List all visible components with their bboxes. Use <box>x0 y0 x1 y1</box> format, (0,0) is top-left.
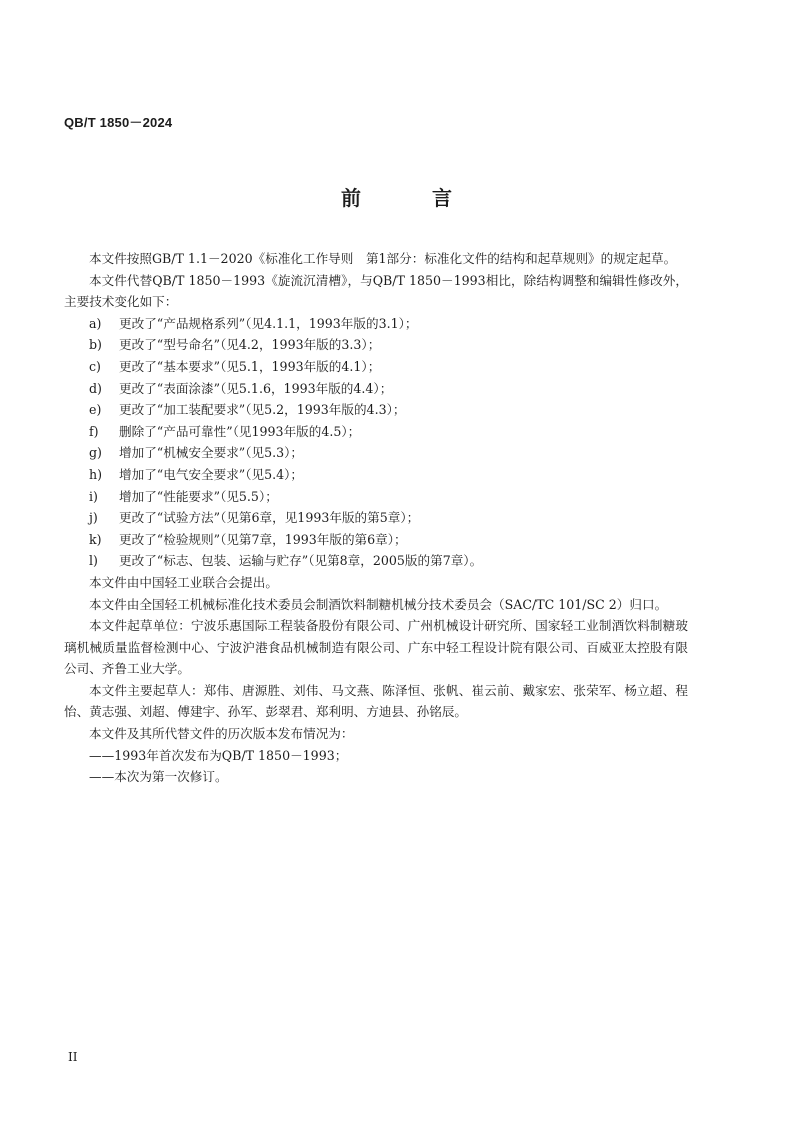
change-item-label: g) <box>89 445 102 461</box>
change-item <box>64 550 688 572</box>
change-item <box>64 313 688 335</box>
change-item <box>64 356 688 378</box>
change-item-text: 增加了“性能要求”（见5.5）； <box>119 488 278 504</box>
change-item-label: i) <box>89 488 98 504</box>
change-item-text: 更改了“试验方法”（见第6章，见1993年版的第5章）； <box>119 510 420 526</box>
change-item-text: 更改了“加工装配要求”（见5.2，1993年版的4.3）； <box>119 402 406 418</box>
change-item-label: h) <box>89 466 103 482</box>
change-item-label: f) <box>89 423 99 439</box>
change-item-label: j) <box>89 510 98 526</box>
change-item-text: 更改了“检验规则”（见第7章，1993年版的第6章）； <box>119 531 407 547</box>
intro-paragraph: 本文件代替QB/T 1850－1993《旋流沉清槽》，与QB/T 1850－1993相比，除结构调整和编辑性修改外，主要技术变化如下： <box>64 272 688 310</box>
change-item <box>64 529 688 551</box>
foreword-body <box>64 248 688 788</box>
change-item-label: c) <box>89 358 101 374</box>
change-item <box>64 486 688 508</box>
change-item-label: d) <box>89 380 102 396</box>
history-item: ——1993年首次发布为QB/T 1850－1993； <box>89 747 348 763</box>
drafters-paragraph: 本文件主要起草人：郑伟、唐源胜、刘伟、马文燕、陈泽恒、张帆、崔云前、戴家宏、张荣军、杨立超、程怡、黄志强、刘超、傅建宇、孙军、彭翠君、郑利明、方迪县、孙铭辰。 <box>64 682 688 720</box>
drafting-units-paragraph: 本文件起草单位：宁波乐惠国际工程装备股份有限公司、广州机械设计研究所、国家轻工业制酒饮料制糖玻璃机械质量监督检测中心、宁波沪港食品机械制造有限公司、广东中轻工程设计院有限公司、百威亚太控股有限公司、齐鲁工业大学。 <box>64 618 688 677</box>
change-item <box>64 442 688 464</box>
change-item-text: 更改了“基本要求”（见5.1，1993年版的4.1）； <box>119 358 381 374</box>
page-title: 前 言 <box>341 186 484 210</box>
page-number: II <box>68 1050 78 1064</box>
change-item-label: k) <box>89 531 102 547</box>
change-item <box>64 421 688 443</box>
change-item <box>64 378 688 400</box>
committee-paragraph: 本文件由全国轻工机械标准化技术委员会制酒饮料制糖机械分技术委员会（SAC/TC 101/SC 2）归口。 <box>89 596 668 612</box>
history-item: ——本次为第一次修订。 <box>89 769 228 785</box>
change-item <box>64 464 688 486</box>
change-item-text: 增加了“机械安全要求”（见5.3）； <box>119 445 304 461</box>
change-item-text: 增加了“电气安全要求”（见5.4）； <box>119 466 304 482</box>
standard-code: QB/T 1850－2024 <box>64 115 173 130</box>
change-item <box>64 507 688 529</box>
change-item-text: 更改了“产品规格系列”（见4.1.1，1993年版的3.1）； <box>119 315 418 331</box>
change-item-label: b) <box>89 337 102 353</box>
history-intro-paragraph: 本文件及其所代替文件的历次版本发布情况为： <box>89 726 354 742</box>
change-item-text: 删除了“产品可靠性”（见1993年版的4.5）； <box>119 423 361 439</box>
change-list <box>64 313 688 572</box>
change-item-text: 更改了“型号命名”（见4.2，1993年版的3.3）； <box>119 337 381 353</box>
change-item-label: e) <box>89 402 102 418</box>
change-item <box>64 399 688 421</box>
change-item <box>64 334 688 356</box>
change-item-label: a) <box>89 315 102 331</box>
change-item-text: 更改了“表面涂漆”（见5.1.6，1993年版的4.4）； <box>119 380 393 396</box>
change-item-text: 更改了“标志、包装、运输与贮存”（见第8章，2005版的第7章）。 <box>119 553 483 569</box>
change-item-label: l) <box>89 553 98 569</box>
proposer-paragraph: 本文件由中国轻工业联合会提出。 <box>89 574 278 590</box>
intro-paragraph: 本文件按照GB/T 1.1－2020《标准化工作导则 第1部分：标准化文件的结构和起草规则》的规定起草。 <box>89 251 677 266</box>
